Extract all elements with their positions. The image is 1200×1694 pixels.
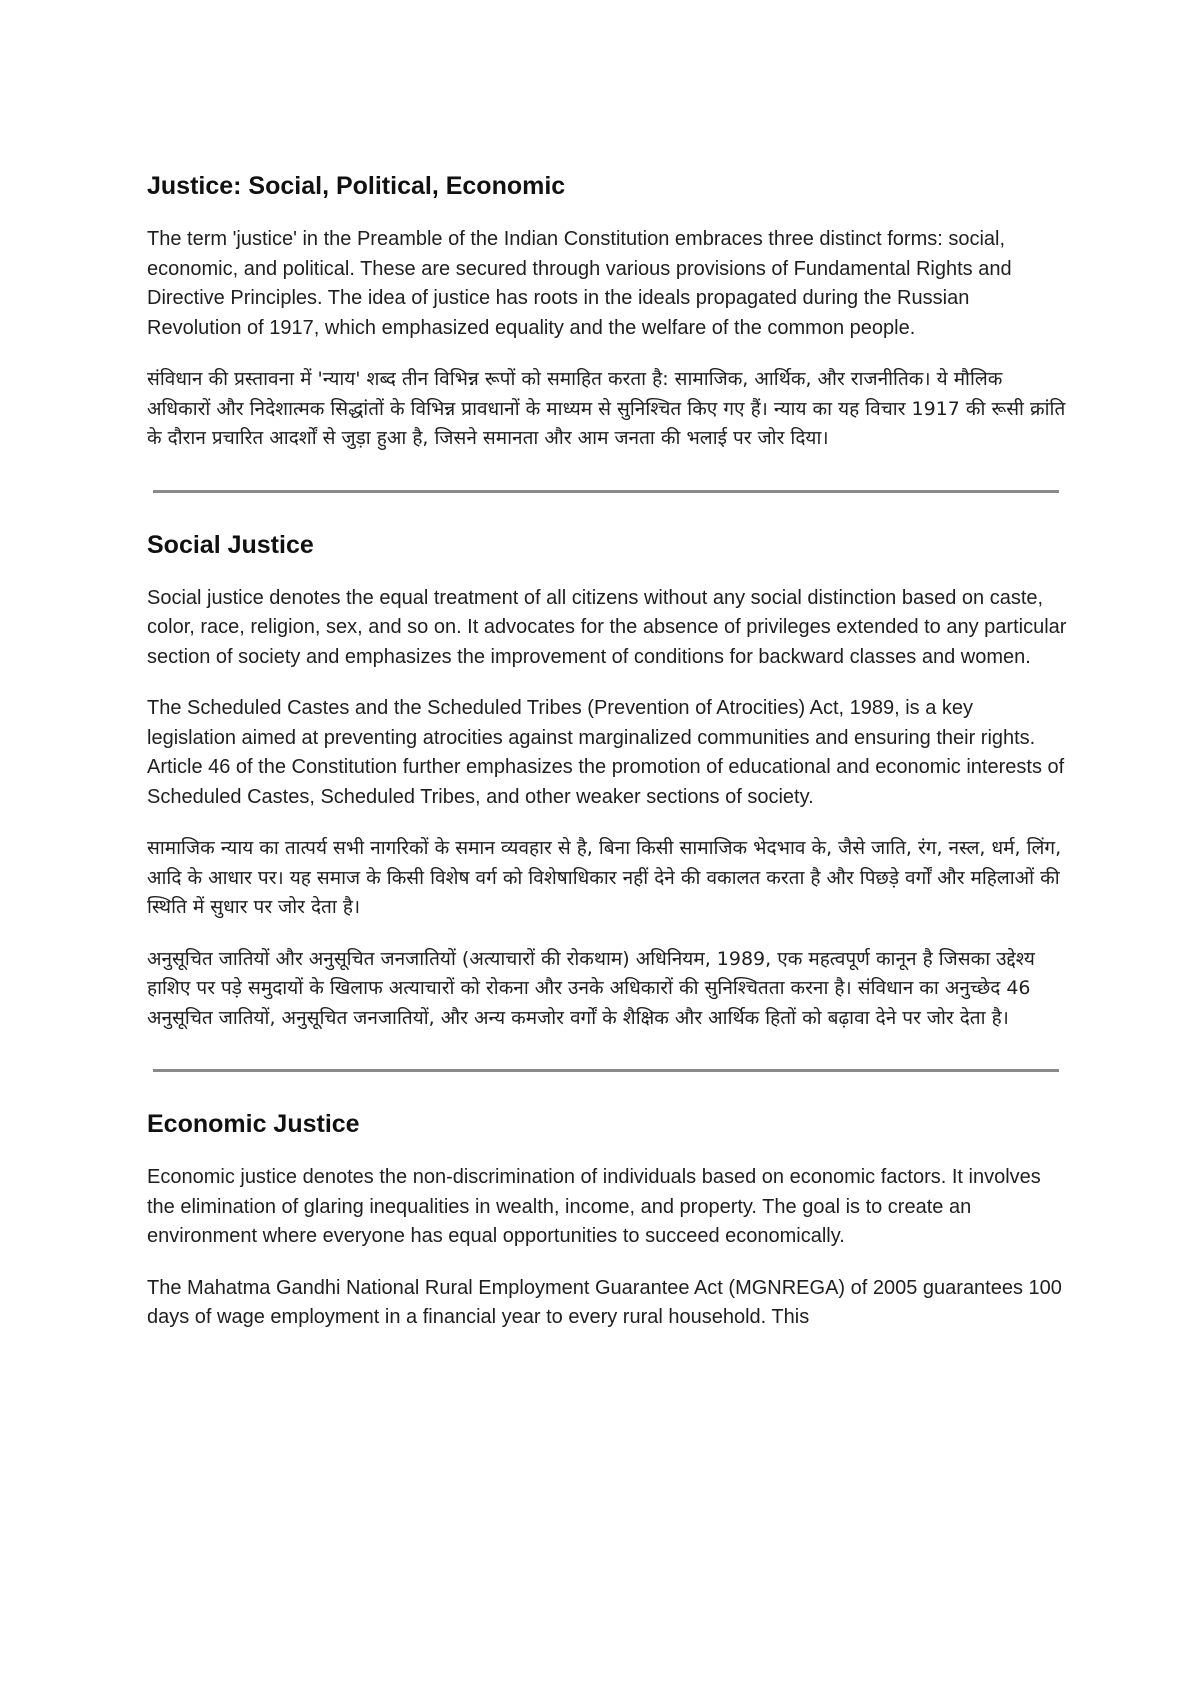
section-divider (153, 1069, 1059, 1072)
paragraph-economic-en-2: The Mahatma Gandhi National Rural Employment Guarantee Act (MGNREGA) of 2005 guarantees 100 days of wage employment in a financial year to every rural household. This (147, 1276, 1062, 1328)
paragraph-social-en-2: The Scheduled Castes and the Scheduled Tribes (Prevention of Atrocities) Act, 1989, is a key legislation aimed at preventing atrocities against marginalized communities and ensuring their rights. Article 46 of the Constitution further emphasizes the promotion of educational and economic interests of Scheduled Castes, Scheduled Tribes, and other weaker sections of society. (147, 697, 1065, 808)
section-divider (153, 490, 1059, 493)
paragraph-social-en-1: Social justice denotes the equal treatment of all citizens without any social distinction based on caste, color, race, religion, sex, and so on. It advocates for the absence of privileges extended to any particular section of society and emphasizes the improvement of conditions for backward classes and women. (147, 586, 1067, 668)
paragraph-justice-en: The term 'justice' in the Preamble of the Indian Constitution embraces three distinct forms: social, economic, and political. These are secured through various provisions of Fundamental Rights and Directive Principles. The idea of justice has roots in the ideals propagated during the Russian Revolution of 1917, which emphasized equality and the welfare of the common people. (147, 228, 1012, 339)
section-heading-economic-justice: Economic Justice (147, 1110, 360, 1138)
document-page (147, 170, 1067, 1355)
section-heading-justice: Justice: Social, Political, Economic (147, 172, 566, 200)
paragraph-social-hi-1: सामाजिक न्याय का तात्पर्य सभी नागरिकों के समान व्यवहार से है, बिना किसी सामाजिक भेदभाव के, जैसे जाति, रंग, नस्ल, धर्म, लिंग, आदि के आधार पर। यह समाज के किसी विशेष वर्ग को विशेषाधिकार नहीं देने की वकालत करता है और पिछड़े वर्गों और महिलाओं की स्थिति में सुधार पर जोर देता है। (147, 837, 1062, 918)
paragraph-economic-en-1: Economic justice denotes the non-discrimination of individuals based on economic factors. It involves the elimination of glaring inequalities in wealth, income, and property. The goal is to create an environment where everyone has equal opportunities to succeed economically. (147, 1166, 1041, 1247)
paragraph-justice-hi: संविधान की प्रस्तावना में 'न्याय' शब्द तीन विभिन्न रूपों को समाहित करता है: सामाजिक, आर्थिक, और राजनीतिक। ये मौलिक अधिकारों और निदेशात्मक सिद्धांतों के विभिन्न प्रावधानों के माध्यम से सुनिश्चित किए गए हैं। न्याय का यह विचार 1917 की रूसी क्रांति के दौरान प्रचारित आदर्शों से जुड़ा हुआ है, जिसने समानता और आम जनता की भलाई पर जोर दिया। (147, 368, 1066, 449)
paragraph-social-hi-2: अनुसूचित जातियों और अनुसूचित जनजातियों (अत्याचारों की रोकथाम) अधिनियम, 1989, एक महत्वपूर्ण कानून है जिसका उद्देश्य हाशिए पर पड़े समुदायों के खिलाफ अत्याचारों को रोकना और उनके अधिकारों की सुनिश्चितता करना है। संविधान का अनुच्छेद 46 अनुसूचित जातियों, अनुसूचित जनजातियों, और अन्य कमजोर वर्गों के शैक्षिक और आर्थिक हितों को बढ़ावा देने पर जोर देता है। (147, 947, 1035, 1029)
section-heading-social-justice: Social Justice (147, 530, 314, 559)
